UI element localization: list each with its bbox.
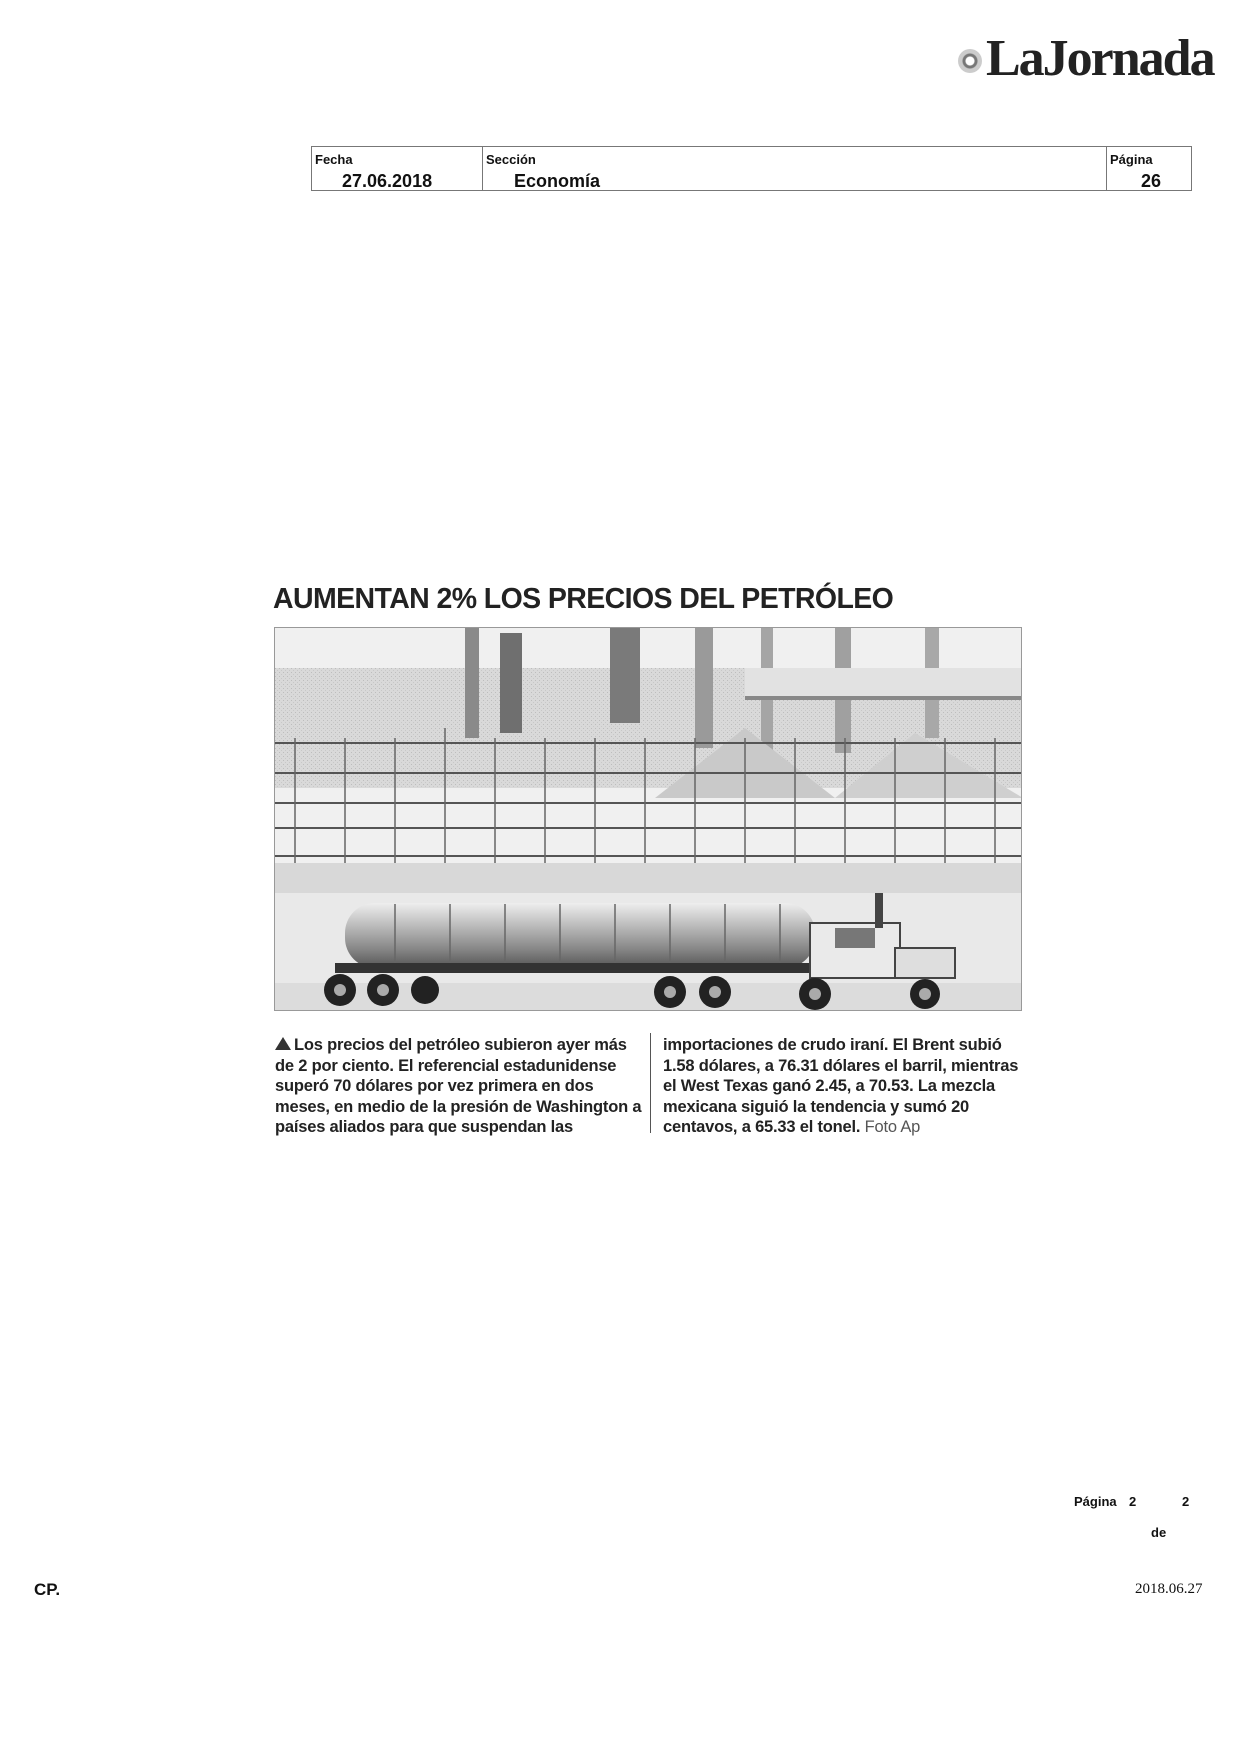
page-counter-current: 2 <box>1129 1494 1137 1509</box>
page-label: Página <box>1110 152 1153 167</box>
caption-triangle-icon <box>275 1037 291 1050</box>
logo-text: LaJornada <box>986 30 1214 87</box>
caption-text-1: Los precios del petróleo subieron ayer más de 2 por ciento. El referencial estadunidense superó 70 dólares por vez primera en dos meses, en medio de la presión de Washington a países aliados para que suspendan las <box>275 1036 642 1136</box>
newspaper-logo <box>958 28 1214 90</box>
page-counter-total: 2 <box>1182 1494 1190 1509</box>
date-value: 27.06.2018 <box>342 171 433 191</box>
section-cell <box>483 147 1107 190</box>
refinery-tanker-photo <box>274 627 1022 1011</box>
source-code: CP. <box>34 1580 61 1599</box>
caption-column-2 <box>663 1035 1025 1138</box>
page-value: 26 <box>1140 171 1161 191</box>
date-cell <box>312 147 483 190</box>
caption-text-2: importaciones de crudo iraní. El Brent subió 1.58 dólares, a 76.31 dólares el barril, mientras el West Texas ganó 2.45, a 70.53. La mezcla mexicana siguió la tendencia y sumó 20 centavos, a 65.33 el tonel. <box>663 1036 1019 1136</box>
date-label: Fecha <box>315 152 353 167</box>
page-counter-of: de <box>1151 1525 1167 1540</box>
logo-emblem-icon <box>958 49 982 73</box>
date-stamp: 2018.06.27 <box>1135 1581 1203 1597</box>
article-headline: AUMENTAN 2% LOS PRECIOS DEL PETRÓLEO <box>273 583 894 615</box>
caption-column-1 <box>275 1035 643 1138</box>
clipping-metadata-table <box>311 146 1192 191</box>
caption-divider <box>650 1033 651 1133</box>
page-cell <box>1107 147 1191 190</box>
section-value: Economía <box>514 171 601 191</box>
section-label: Sección <box>486 152 536 167</box>
page-counter-label: Página <box>1074 1494 1117 1509</box>
page-counter <box>1074 1494 1204 1542</box>
photo-credit: Foto Ap <box>864 1118 921 1136</box>
